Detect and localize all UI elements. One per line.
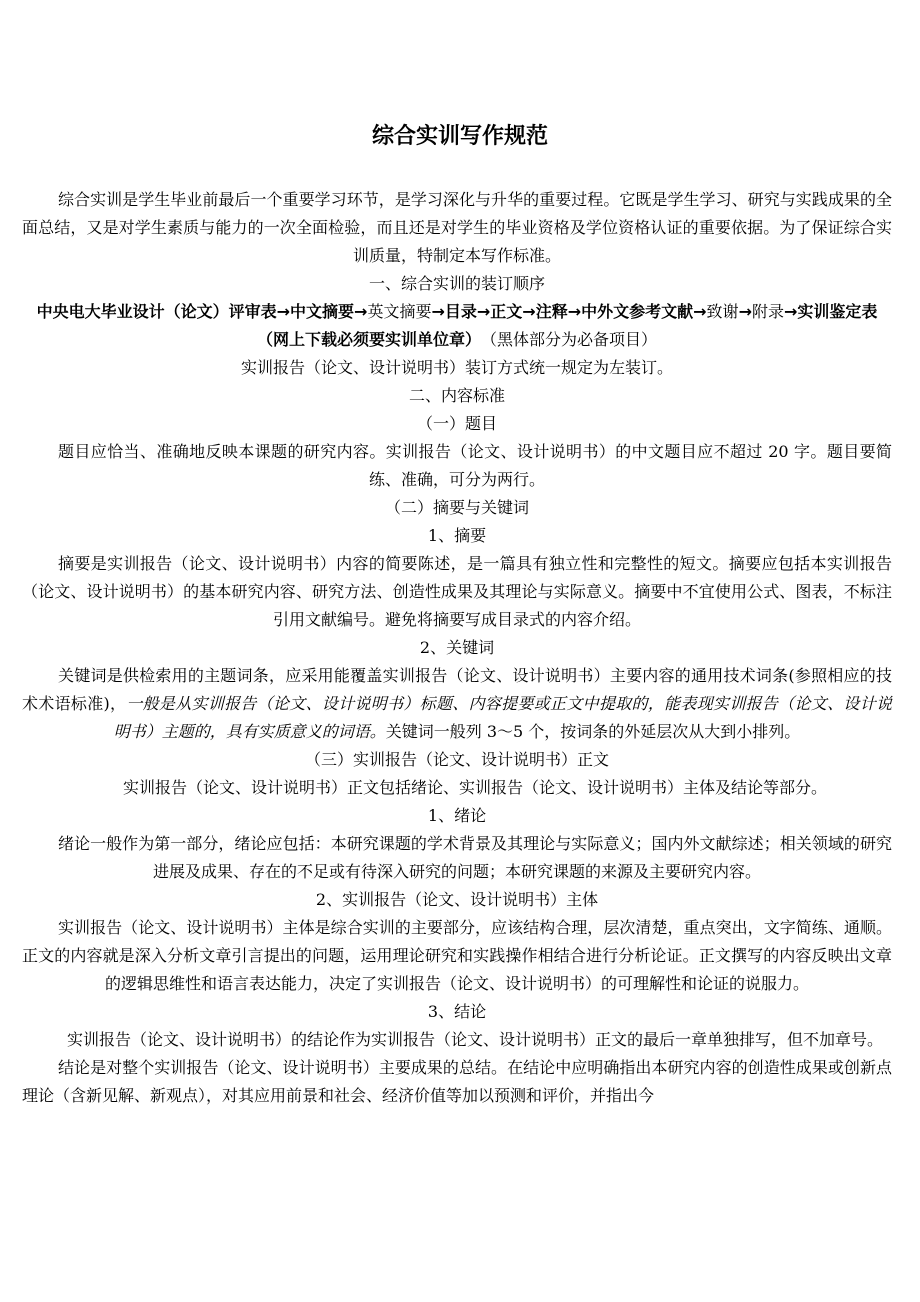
heading-conclusion: 3、结论 <box>427 1002 487 1021</box>
order-arrow: → <box>783 302 798 321</box>
heading-report-body: 2、实训报告（论文、设计说明书）主体 <box>315 890 599 909</box>
binding-order-list <box>22 298 892 354</box>
keywords-text-c: 关键词一般列 3～5 个，按词条的外延层次从大到小排列。 <box>385 722 801 741</box>
order-arrow: → <box>431 302 445 321</box>
keywords-paragraph <box>22 662 892 746</box>
order-item: （黑体部分为必备项目） <box>473 330 658 349</box>
order-arrow: → <box>693 302 707 321</box>
order-item: 目录 <box>444 302 477 321</box>
conclusion-paragraph-2: 结论是对整个实训报告（论文、设计说明书）主要成果的总结。在结论中应明确指出本研究内容的创造性成果或创新点理论（含新见解、新观点），对其应用前景和社会、经济价值等加以预测和评价，并指出今 <box>22 1058 892 1105</box>
order-item: 实训鉴定表（网上下载必须要实训单位章） <box>256 302 878 349</box>
subsection-heading-abstract-keywords: （二）摘要与关键词 <box>384 498 529 517</box>
section-heading-content-standard: 二、内容标准 <box>408 386 505 405</box>
document-body <box>22 186 892 1110</box>
order-arrow: → <box>738 302 752 321</box>
heading-keywords: 2、关键词 <box>419 638 495 657</box>
order-arrow: → <box>354 302 368 321</box>
order-item: 中央电大毕业设计（论文）评审表 <box>36 302 277 321</box>
order-item: 致谢 <box>706 302 739 321</box>
order-item: 附录 <box>751 302 784 321</box>
order-item: 中外文参考文献 <box>581 302 694 321</box>
subsection-heading-title: （一）题目 <box>416 414 497 433</box>
abstract-paragraph: 摘要是实训报告（论文、设计说明书）内容的简要陈述，是一篇具有独立性和完整性的短文。摘要应包括本实训报告（论文、设计说明书）的基本研究内容、研究方法、创造性成果及其理论与实际意义。摘要中不宜使用公式、图表，不标注引用文献编号。避免将摘要写成目录式的内容介绍。 <box>22 554 892 629</box>
conclusion-paragraph-1: 实训报告（论文、设计说明书）的结论作为实训报告（论文、设计说明书）正文的最后一章单独排写，但不加章号。 <box>66 1030 883 1049</box>
order-item: 中文摘要 <box>290 302 355 321</box>
order-item: 正文 <box>490 302 523 321</box>
report-body-paragraph: 实训报告（论文、设计说明书）主体是综合实训的主要部分，应该结构合理，层次清楚，重点突出，文字简练、通顺。正文的内容就是深入分析文章引言提出的问题，运用理论研究和实践操作相结合进行分析论证。正文撰写的内容反映出文章的逻辑思维性和语言表达能力，决定了实训报告（论文、设计说明书）的可理解性和论证的说服力。 <box>22 918 892 993</box>
order-arrow: → <box>567 302 582 321</box>
order-item: 英文摘要 <box>367 302 432 321</box>
keywords-text-a: 关键词是供检索用的主题词条，应采用能覆盖实训报告（论文、设计说明书）主要内容的通用技术词条(参照相应的技术术语标准)， <box>22 666 892 713</box>
main-text-summary: 实训报告（论文、设计说明书）正文包括绪论、实训报告（论文、设计说明书）主体及结论等部分。 <box>122 778 827 797</box>
document-title: 综合实训写作规范 <box>371 123 548 149</box>
section-heading-binding-order: 一、综合实训的装订顺序 <box>368 274 545 293</box>
order-item: 注释 <box>535 302 568 321</box>
heading-introduction: 1、绪论 <box>427 806 487 825</box>
order-arrow: → <box>276 302 291 321</box>
intro-paragraph: 综合实训是学生毕业前最后一个重要学习环节，是学习深化与升华的重要过程。它既是学生学习、研究与实践成果的全面总结，又是对学生素质与能力的一次全面检验，而且还是对学生的毕业资格及学位资格认证的重要依据。为了保证综合实训质量，特制定本写作标准。 <box>22 190 892 265</box>
title-rule-paragraph: 题目应恰当、准确地反映本课题的研究内容。实训报告（论文、设计说明书）的中文题目应不超过 20 字。题目要简练、准确，可分为两行。 <box>58 442 892 489</box>
order-arrow: → <box>522 302 536 321</box>
heading-abstract: 1、摘要 <box>427 526 487 545</box>
order-arrow: → <box>476 302 491 321</box>
binding-note: 实训报告（论文、设计说明书）装订方式统一规定为左装订。 <box>240 358 673 377</box>
subsection-heading-main-text: （三）实训报告（论文、设计说明书）正文 <box>304 750 609 769</box>
introduction-paragraph: 绪论一般作为第一部分，绪论应包括：本研究课题的学术背景及其理论与实际意义；国内外文献综述；相关领域的研究进展及成果、存在的不足或有待深入研究的问题；本研究课题的来源及主要研究内容。 <box>58 834 892 881</box>
keywords-text-emphasis: 一般是从实训报告（论文、设计说明书）标题、内容提要或正文中提取的，能表现实训报告（论文、设计说明书）主题的，具有实质意义的词语。 <box>113 694 892 741</box>
